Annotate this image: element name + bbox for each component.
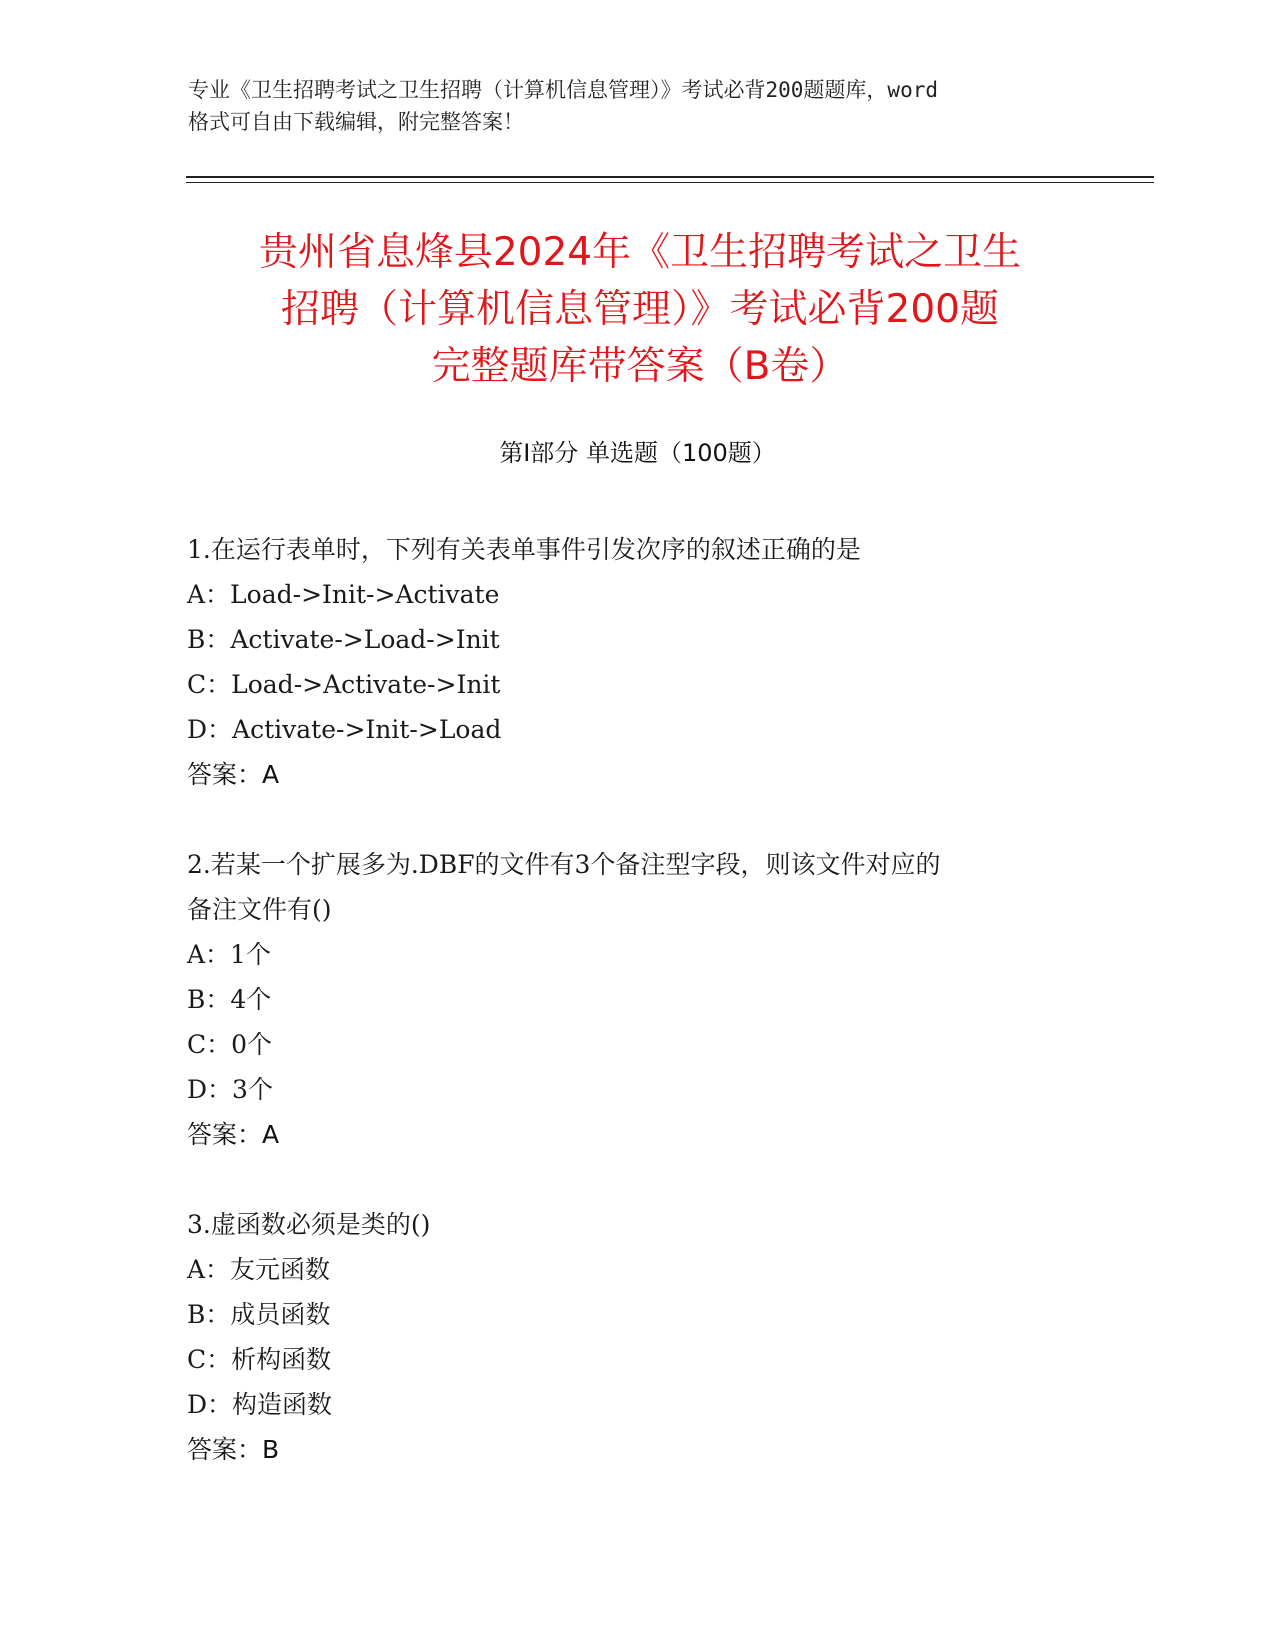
option-b: B：Activate->Load->Init: [187, 625, 500, 654]
title-line-2: 招聘（计算机信息管理）》考试必背200题: [281, 287, 999, 332]
question-stem-continued: 备注文件有(): [187, 895, 332, 924]
question-spacer: [187, 797, 1087, 842]
option-d: D：Activate->Init->Load: [187, 715, 502, 744]
answer-line: 答案：A: [187, 1120, 280, 1149]
title-line-3: 完整题库带答案（B卷）: [431, 344, 849, 389]
section-title: 第Ⅰ部分 单选题（100题）: [499, 439, 776, 467]
option-c: C：析构函数: [187, 1345, 332, 1374]
title-line-1: 贵州省息烽县2024年《卫生招聘考试之卫生: [258, 230, 1022, 275]
option-a: A：1个: [187, 940, 271, 969]
document-title: [160, 224, 1120, 395]
option-d: D：构造函数: [187, 1390, 333, 1419]
option-a: A：Load->Init->Activate: [187, 580, 500, 609]
header-note: [188, 74, 1088, 138]
header-divider-thick: [186, 176, 1154, 178]
question-stem: 3.虚函数必须是类的(): [187, 1210, 431, 1239]
question-stem: 2.若某一个扩展多为.DBF的文件有3个备注型字段，则该文件对应的: [187, 850, 941, 879]
answer-line: 答案：B: [187, 1435, 280, 1464]
question-stem: 1.在运行表单时，下列有关表单事件引发次序的叙述正确的是: [187, 535, 861, 564]
option-c: C：Load->Activate->Init: [187, 670, 501, 699]
option-c: C：0个: [187, 1030, 273, 1059]
option-b: B：4个: [187, 985, 272, 1014]
header-note-line-1: 专业《卫生招聘考试之卫生招聘（计算机信息管理）》考试必背200题题库，word: [188, 78, 938, 102]
option-a: A：友元函数: [187, 1255, 331, 1284]
question-2: [187, 842, 1087, 1157]
question-spacer: [187, 1157, 1087, 1202]
question-3: [187, 1202, 1087, 1472]
answer-line: 答案：A: [187, 760, 280, 789]
option-d: D：3个: [187, 1075, 273, 1104]
header-note-line-2: 格式可自由下载编辑，附完整答案！: [188, 110, 524, 134]
question-list: [187, 527, 1087, 1472]
option-b: B：成员函数: [187, 1300, 331, 1329]
question-1: [187, 527, 1087, 797]
header-divider-thin: [186, 182, 1154, 183]
